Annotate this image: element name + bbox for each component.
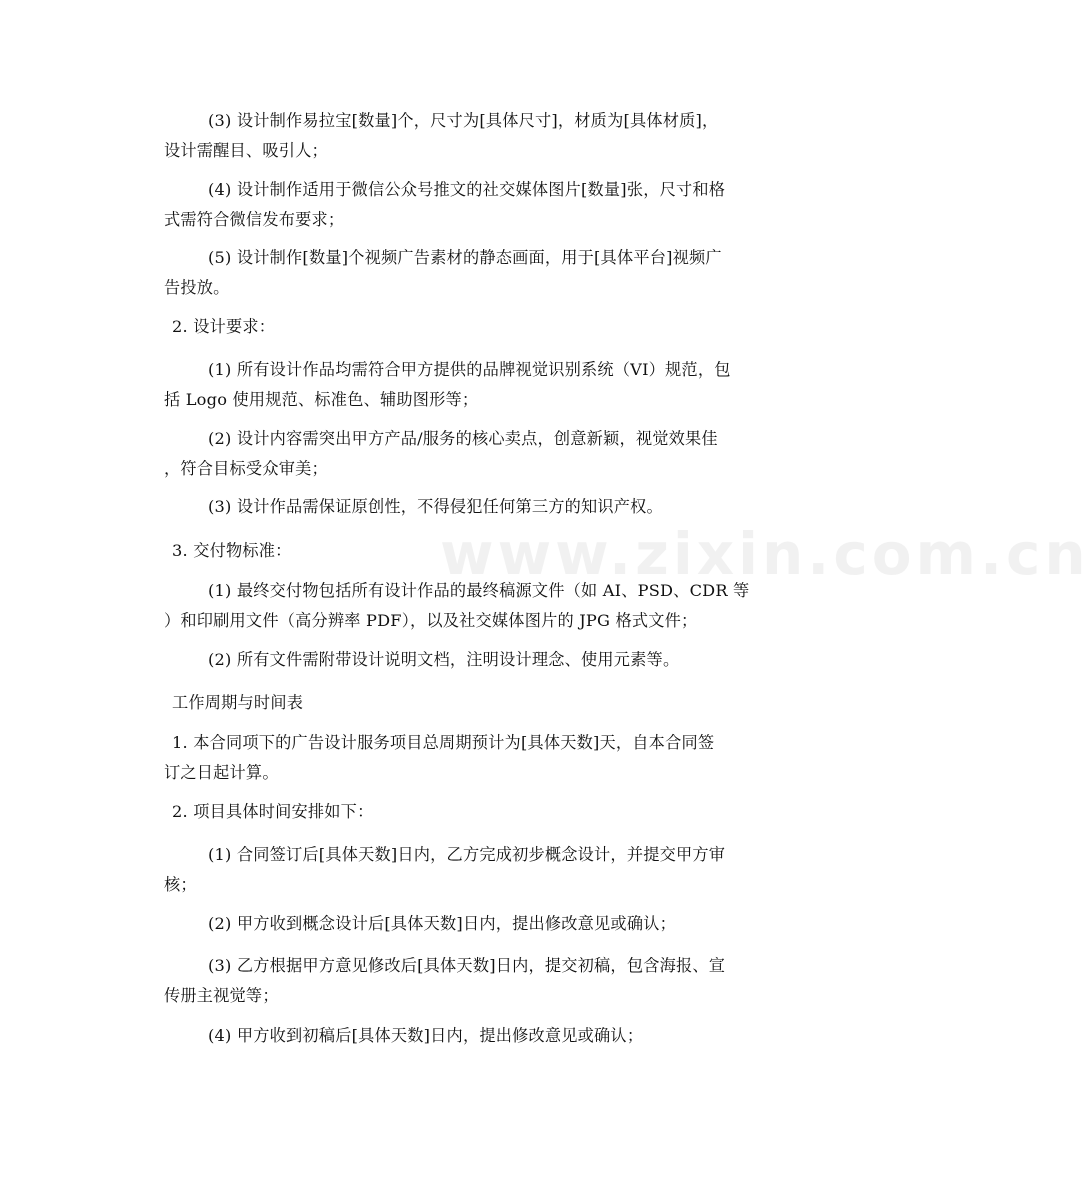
text-line: (3) 乙方根据甲方意见修改后[具体天数]日内，提交初稿，包含海报、宣 <box>208 956 726 975</box>
text-line: 式需符合微信发布要求； <box>164 210 345 229</box>
text-line: 告投放。 <box>164 278 230 297</box>
paragraph-4-social-media-images <box>164 175 792 235</box>
section-heading-timeline <box>172 797 792 827</box>
paragraph-final-deliverables <box>164 576 792 636</box>
text-line: (2) 甲方收到概念设计后[具体天数]日内，提出修改意见或确认； <box>208 914 676 933</box>
section-heading-design-requirements <box>172 312 792 342</box>
text-line: (1) 所有设计作品均需符合甲方提供的品牌视觉识别系统（VI）规范，包 <box>208 360 731 379</box>
text-line: (3) 设计作品需保证原创性，不得侵犯任何第三方的知识产权。 <box>208 497 663 516</box>
paragraph-first-draft <box>164 951 792 1011</box>
text-line: 订之日起计算。 <box>164 763 279 782</box>
text-line: (5) 设计制作[数量]个视频广告素材的静态画面，用于[具体平台]视频广 <box>208 248 722 267</box>
text-line: 2. 设计要求： <box>172 317 276 336</box>
text-line: ，符合目标受众审美； <box>164 459 328 478</box>
paragraph-originality <box>172 492 792 522</box>
text-line: (4) 设计制作适用于微信公众号推文的社交媒体图片[数量]张，尺寸和格 <box>208 180 726 199</box>
text-line: 3. 交付物标准： <box>172 541 292 560</box>
text-line: (2) 设计内容需突出甲方产品/服务的核心卖点，创意新颖，视觉效果佳 <box>208 429 718 448</box>
text-line: ）和印刷用文件（高分辨率 PDF），以及社交媒体图片的 JPG 格式文件； <box>164 611 698 630</box>
text-line: 2. 项目具体时间安排如下： <box>172 802 374 821</box>
text-line: (3) 设计制作易拉宝[数量]个，尺寸为[具体尺寸]，材质为[具体材质]， <box>208 111 719 130</box>
paragraph-design-notes <box>172 645 792 675</box>
text-line: 括 Logo 使用规范、标准色、辅助图形等； <box>164 390 479 409</box>
paragraph-total-period <box>164 728 792 788</box>
section-heading-deliverables <box>172 536 792 566</box>
paragraph-concept-feedback <box>172 909 792 939</box>
paragraph-core-selling-points <box>164 424 792 484</box>
section-title-schedule <box>172 688 792 718</box>
text-line: 设计需醒目、吸引人； <box>164 141 328 160</box>
paragraph-3-roll-up-banner <box>164 106 792 166</box>
text-line: (4) 甲方收到初稿后[具体天数]日内，提出修改意见或确认； <box>208 1026 644 1045</box>
text-line: (2) 所有文件需附带设计说明文档，注明设计理念、使用元素等。 <box>208 650 680 669</box>
paragraph-5-video-ad-stills <box>164 243 792 303</box>
text-line: 传册主视觉等； <box>164 986 279 1005</box>
text-line: (1) 最终交付物包括所有设计作品的最终稿源文件（如 AI、PSD、CDR 等 <box>208 581 750 600</box>
watermark: www.zixin.com.cn <box>440 520 1090 588</box>
paragraph-initial-concept <box>164 840 792 900</box>
paragraph-draft-feedback <box>172 1021 792 1051</box>
text-line: 工作周期与时间表 <box>172 693 304 712</box>
text-line: 1. 本合同项下的广告设计服务项目总周期预计为[具体天数]天，自本合同签 <box>172 733 715 752</box>
paragraph-vi-compliance <box>164 355 792 415</box>
text-line: (1) 合同签订后[具体天数]日内，乙方完成初步概念设计，并提交甲方审 <box>208 845 726 864</box>
text-line: 核； <box>164 875 197 894</box>
